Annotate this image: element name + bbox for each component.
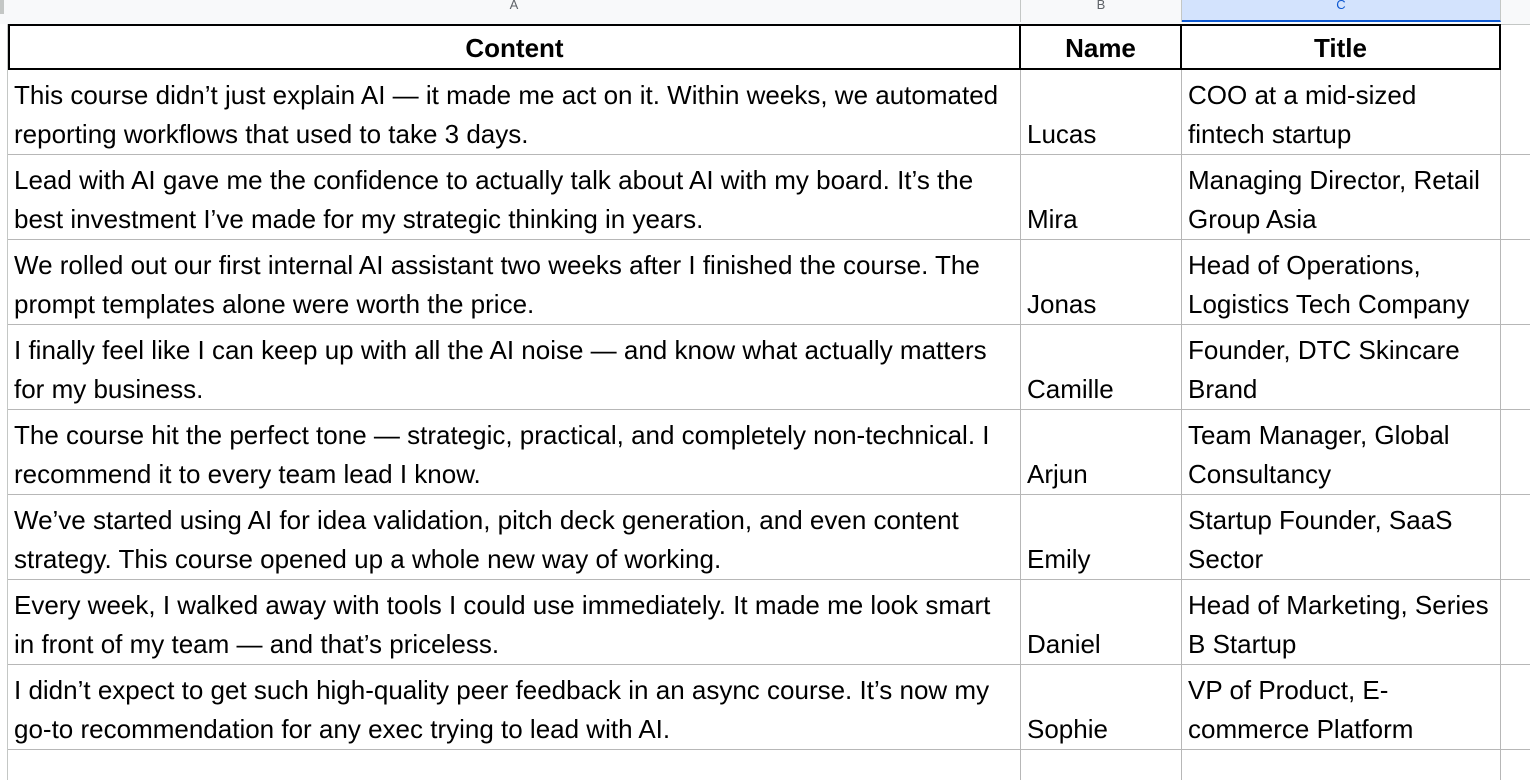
name-cell[interactable]: Sophie	[1021, 665, 1182, 750]
table-row	[0, 325, 1530, 410]
title-cell[interactable]: Head of Operations, Logistics Tech Company	[1182, 240, 1501, 325]
row-gutter	[0, 495, 8, 580]
empty-cell[interactable]	[1501, 70, 1530, 155]
header-cell-name[interactable]: Name	[1021, 24, 1182, 70]
content-cell[interactable]: I finally feel like I can keep up with all the AI noise — and know what actually matters for my business.	[8, 325, 1021, 410]
select-all-corner[interactable]	[0, 0, 4, 14]
empty-cell[interactable]	[1501, 325, 1530, 410]
table-row	[0, 580, 1530, 665]
header-cell-content[interactable]: Content	[8, 24, 1021, 70]
table-row	[0, 155, 1530, 240]
table-row-empty	[0, 750, 1530, 780]
title-cell[interactable]: Startup Founder, SaaS Sector	[1182, 495, 1501, 580]
title-cell[interactable]: VP of Product, E-commerce Platform	[1182, 665, 1501, 750]
empty-cell[interactable]	[1501, 495, 1530, 580]
row-gutter	[0, 155, 8, 240]
empty-cell[interactable]	[1501, 155, 1530, 240]
column-header-b[interactable]: B	[1021, 0, 1182, 22]
empty-cell[interactable]	[1501, 410, 1530, 495]
row-gutter	[0, 70, 8, 155]
content-cell[interactable]: Lead with AI gave me the confidence to actually talk about AI with my board. It’s the best investment I’ve made for my strategic thinking in years.	[8, 155, 1021, 240]
name-cell[interactable]: Mira	[1021, 155, 1182, 240]
row-gutter	[0, 750, 8, 780]
column-header-c[interactable]: C	[1182, 0, 1501, 22]
row-gutter	[0, 665, 8, 750]
content-cell[interactable]: I didn’t expect to get such high-quality peer feedback in an async course. It’s now my go-to recommendation for any exec trying to lead with AI.	[8, 665, 1021, 750]
content-cell[interactable]: This course didn’t just explain AI — it made me act on it. Within weeks, we automated reporting workflows that used to take 3 days.	[8, 70, 1021, 155]
empty-cell[interactable]	[8, 750, 1021, 780]
column-header-a[interactable]: A	[8, 0, 1021, 22]
table-row	[0, 495, 1530, 580]
empty-cell[interactable]	[1501, 240, 1530, 325]
empty-cell[interactable]	[1021, 750, 1182, 780]
empty-cell[interactable]	[1501, 580, 1530, 665]
row-gutter	[0, 580, 8, 665]
content-cell[interactable]: Every week, I walked away with tools I could use immediately. It made me look smart in front of my team — and that’s priceless.	[8, 580, 1021, 665]
title-cell[interactable]: Head of Marketing, Series B Startup	[1182, 580, 1501, 665]
name-cell[interactable]: Arjun	[1021, 410, 1182, 495]
column-header-bar	[0, 0, 1530, 25]
title-cell[interactable]: Founder, DTC Skincare Brand	[1182, 325, 1501, 410]
empty-cell[interactable]	[1501, 750, 1530, 780]
name-cell[interactable]: Camille	[1021, 325, 1182, 410]
content-cell[interactable]: We rolled out our first internal AI assistant two weeks after I finished the course. The prompt templates alone were worth the price.	[8, 240, 1021, 325]
name-cell[interactable]: Jonas	[1021, 240, 1182, 325]
empty-cell[interactable]	[1182, 750, 1501, 780]
title-cell[interactable]: Managing Director, Retail Group Asia	[1182, 155, 1501, 240]
name-cell[interactable]: Lucas	[1021, 70, 1182, 155]
table-row	[0, 410, 1530, 495]
table-row	[0, 70, 1530, 155]
name-cell[interactable]: Daniel	[1021, 580, 1182, 665]
row-gutter	[0, 410, 8, 495]
row-gutter	[0, 240, 8, 325]
name-cell[interactable]: Emily	[1021, 495, 1182, 580]
title-cell[interactable]: Team Manager, Global Consultancy	[1182, 410, 1501, 495]
content-cell[interactable]: The course hit the perfect tone — strategic, practical, and completely non-technical. I recommend it to every team lead I know.	[8, 410, 1021, 495]
table-row	[0, 665, 1530, 750]
row-gutter	[0, 24, 8, 70]
table-row	[0, 240, 1530, 325]
table-header-row	[0, 24, 1530, 70]
empty-cell[interactable]	[1501, 665, 1530, 750]
header-cell-title[interactable]: Title	[1182, 24, 1501, 70]
row-gutter	[0, 325, 8, 410]
title-cell[interactable]: COO at a mid-sized fintech startup	[1182, 70, 1501, 155]
content-cell[interactable]: We’ve started using AI for idea validation, pitch deck generation, and even content strategy. This course opened up a whole new way of working.	[8, 495, 1021, 580]
